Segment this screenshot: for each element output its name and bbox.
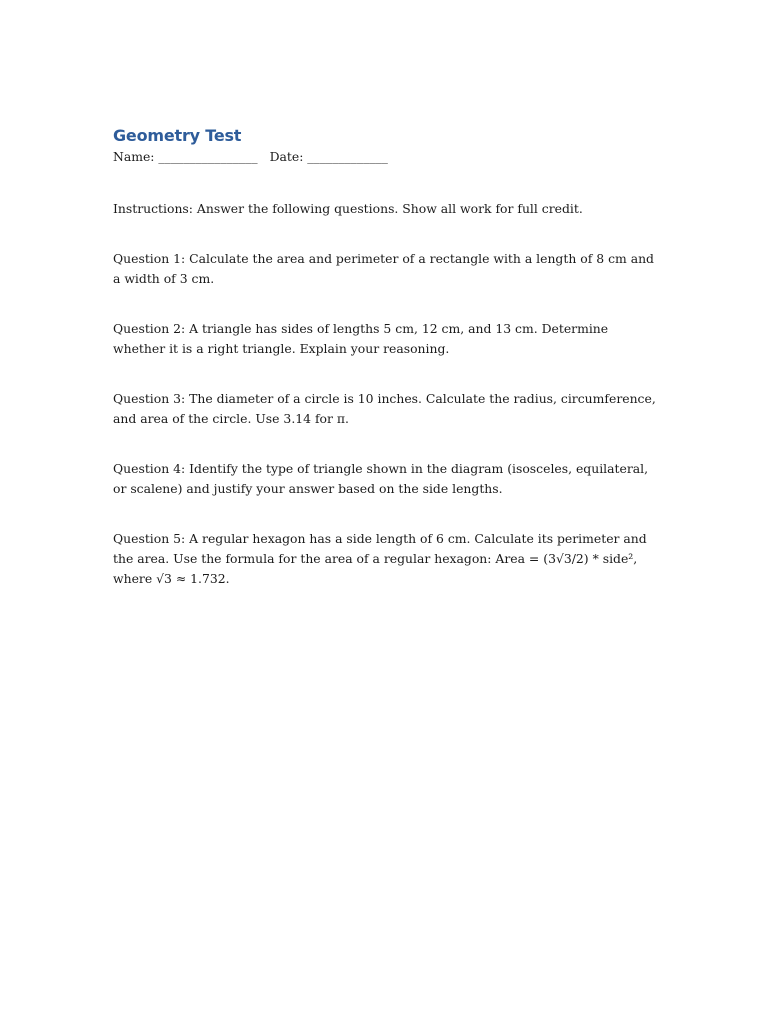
question-2: Question 2: A triangle has sides of lengths 5 cm, 12 cm, and 13 cm. Determine whether it is a right triangle. Explain your reasoning. [113,321,609,356]
document-title: Geometry Test [113,126,242,145]
date-field-label: Date: _____________ [269,149,388,164]
question-3: Question 3: The diameter of a circle is 10 inches. Calculate the radius, circumference, and area of the circle. Use 3.14 for π. [113,391,656,426]
name-date-line [113,147,663,167]
name-field-label: Name: ________________ [113,149,258,164]
question-1: Question 1: Calculate the area and perimeter of a rectangle with a length of 8 cm and a width of 3 cm. [113,251,654,286]
question-5: Question 5: A regular hexagon has a side length of 6 cm. Calculate its perimeter and the area. Use the formula for the area of a regular hexagon: Area = (3√3/2) * side², where √3 ≈ 1.732. [113,531,647,586]
question-4: Question 4: Identify the type of triangle shown in the diagram (isosceles, equilateral, or scalene) and justify your answer based on the side lengths. [113,461,649,496]
instructions-text: Instructions: Answer the following questions. Show all work for full credit. [113,201,583,216]
document-content [113,125,663,589]
